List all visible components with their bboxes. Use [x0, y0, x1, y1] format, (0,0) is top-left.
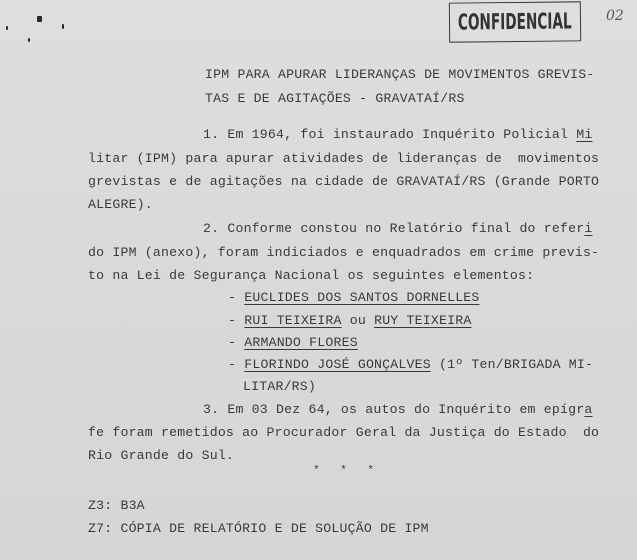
document-title-line-2: TAS E DE AGITAÇÕES - GRAVATAÍ/RS: [205, 91, 465, 106]
paragraph-2-line-2: do IPM (anexo), foram indiciados e enquadrados em crime previs-: [88, 245, 600, 260]
handwritten-page-number: 02: [606, 8, 624, 24]
footer-z7: Z7: CÓPIA DE RELATÓRIO E DE SOLUÇÃO DE IPM: [88, 521, 429, 536]
stamp-text: CONFIDENCIAL: [457, 8, 573, 36]
list-item: [228, 358, 593, 371]
list-item-continuation: LITAR/RS): [243, 379, 317, 394]
paragraph-3-line-2: fe foram remetidos ao Procurador Geral da Justiça do Estado do: [88, 425, 600, 440]
text: a: [584, 402, 593, 417]
text: ou: [341, 313, 375, 328]
text: Mi: [576, 127, 593, 142]
name: RUY TEIXEIRA: [374, 313, 472, 328]
paragraph-1-line-1: [203, 128, 592, 141]
list-item: [228, 291, 480, 304]
ink-speck: [37, 16, 42, 22]
confidential-stamp: [449, 1, 581, 42]
document-title-line-1: IPM PARA APURAR LIDERANÇAS DE MOVIMENTOS GREVIS-: [205, 67, 595, 82]
ink-speck: [62, 24, 64, 29]
paragraph-1-line-3: grevistas e de agitações na cidade de GRAVATAÍ/RS (Grande PORTO: [88, 174, 600, 189]
list-item: [228, 336, 358, 349]
paragraph-2-line-1: [203, 222, 592, 235]
bullet-dash: -: [228, 290, 245, 305]
section-separator: * * *: [313, 465, 375, 477]
name: FLORINDO JOSÉ GONÇALVES: [244, 357, 431, 372]
bullet-dash: -: [228, 313, 245, 328]
text: 1. Em 1964, foi instaurado Inquérito Policial: [203, 127, 577, 142]
bullet-dash: -: [228, 335, 245, 350]
ink-speck: [28, 38, 30, 42]
paragraph-2-line-3: to na Lei de Segurança Nacional os seguintes elementos:: [88, 268, 535, 283]
list-item: [228, 314, 471, 327]
text: (1º Ten/BRIGADA MI-: [430, 357, 594, 372]
paragraph-1-line-2: litar (IPM) para apurar atividades de lideranças de movimentos: [88, 151, 600, 166]
bullet-dash: -: [228, 357, 245, 372]
ink-speck: [6, 26, 8, 30]
text: i: [584, 221, 593, 236]
paragraph-3-line-1: [203, 403, 592, 416]
paragraph-1-line-4: ALEGRE).: [88, 197, 153, 212]
name: ARMANDO FLORES: [244, 335, 358, 350]
footer-z3: Z3: B3A: [88, 498, 145, 513]
name: EUCLIDES DOS SANTOS DORNELLES: [244, 290, 480, 305]
text: 3. Em 03 Dez 64, os autos do Inquérito em epígr: [203, 402, 585, 417]
text: 2. Conforme constou no Relatório final do refer: [203, 221, 585, 236]
paragraph-3-line-3: Rio Grande do Sul.: [88, 448, 235, 463]
name: RUI TEIXEIRA: [244, 313, 342, 328]
